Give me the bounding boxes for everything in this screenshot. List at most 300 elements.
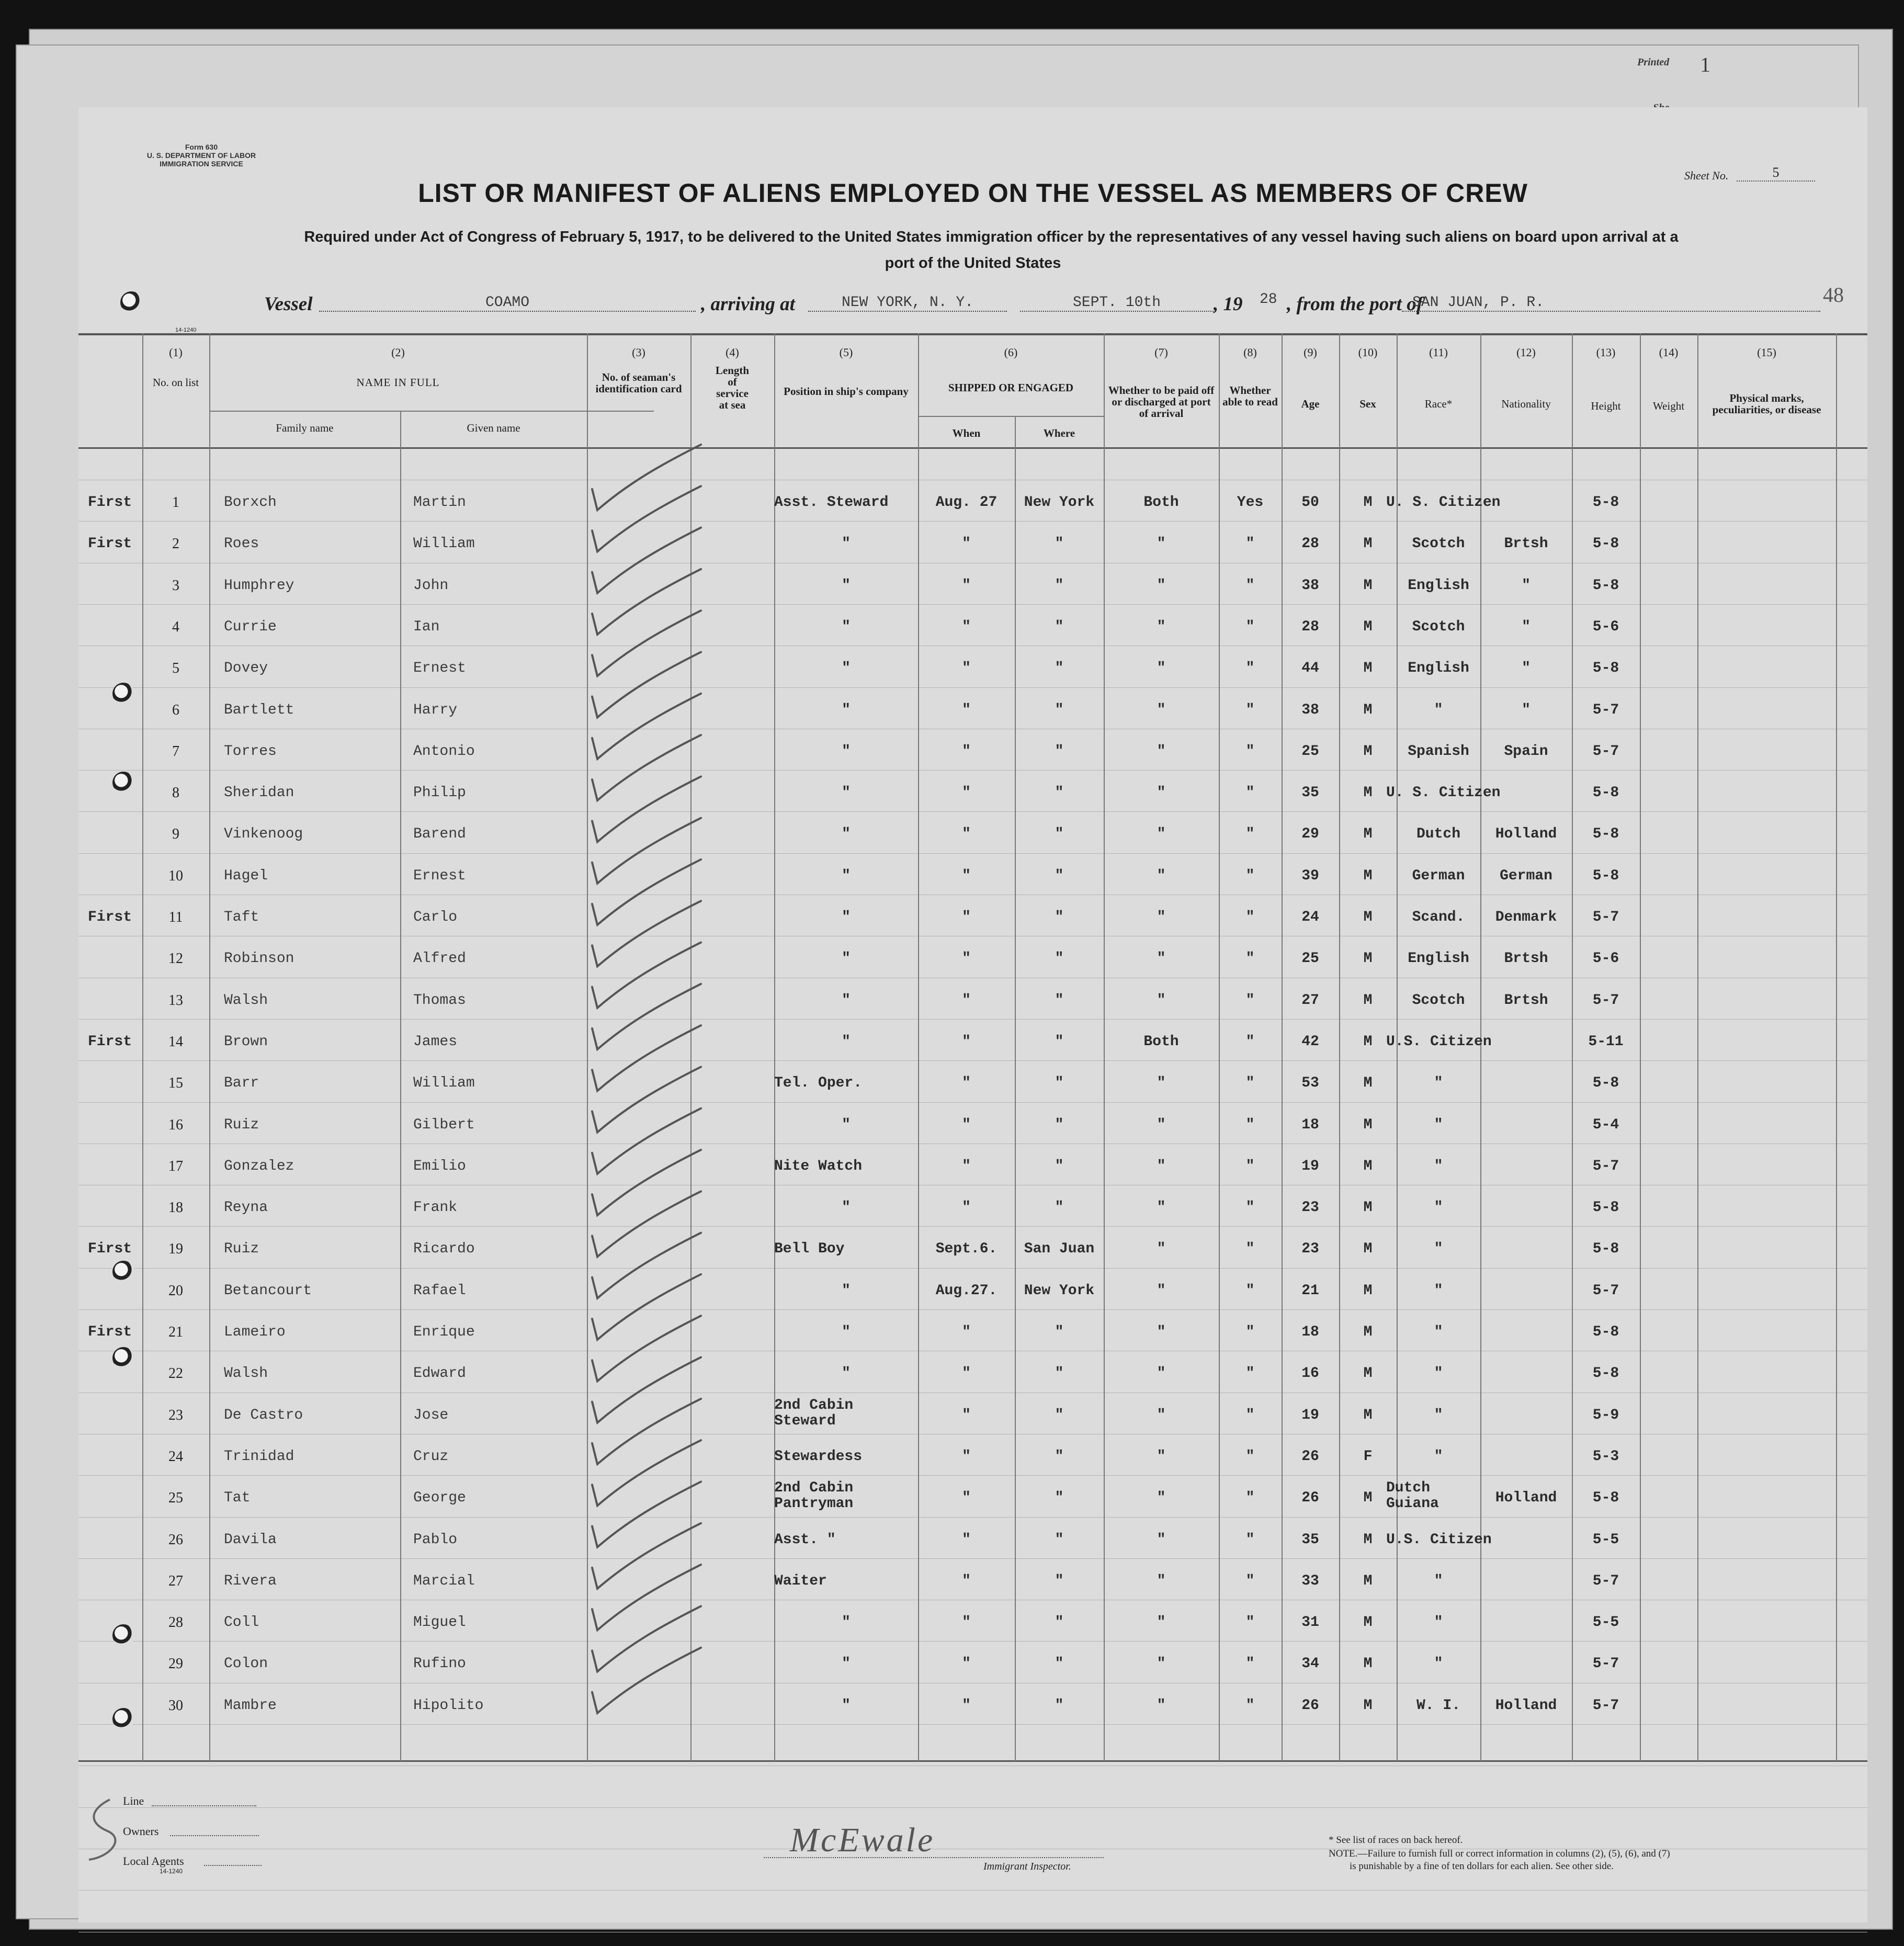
cell-no: 13 [168, 992, 183, 1009]
cell-family: Taft [224, 909, 259, 925]
col11-header: Race* [1424, 398, 1453, 410]
cell-given: Alfred [413, 951, 466, 967]
cell-when: " [962, 1075, 971, 1092]
document-subtitle-2: port of the United States [885, 255, 1061, 271]
cell-given: Rufino [413, 1656, 466, 1672]
cell-race: English [1408, 577, 1469, 594]
cell-paid: " [1157, 1614, 1166, 1631]
agents-field[interactable] [204, 1865, 262, 1866]
check-mark [592, 445, 701, 510]
cell-no: 25 [168, 1490, 183, 1507]
printed-label: Printed [1637, 56, 1670, 68]
cell-sex: M [1363, 867, 1373, 884]
cell-read: " [1245, 1614, 1255, 1631]
cell-height: 5-6 [1592, 951, 1619, 967]
cell-paid: " [1157, 1075, 1166, 1092]
cell-sex: M [1363, 1572, 1373, 1589]
inspector-signature: McEwale [790, 1821, 935, 1859]
cell-family: Borxch [224, 494, 277, 511]
cell-sex: M [1363, 660, 1373, 677]
cell-age: 18 [1301, 1116, 1319, 1133]
cell-nationality: Brtsh [1504, 536, 1548, 552]
line-field[interactable] [152, 1805, 256, 1806]
col12-number: (12) [1516, 346, 1536, 359]
arriving-label: , arriving at [701, 293, 795, 315]
cell-age: 24 [1301, 909, 1319, 925]
cell-when: " [962, 1324, 971, 1340]
cell-paid: " [1157, 536, 1166, 552]
check-mark [592, 1482, 701, 1547]
cell-paid: " [1157, 992, 1166, 1009]
cell-age: 23 [1301, 1241, 1319, 1258]
cell-given: Edward [413, 1365, 466, 1382]
cell-nationality: " [1522, 577, 1531, 594]
stamp-number: 48 [1823, 283, 1844, 307]
cell-when: " [962, 1490, 971, 1507]
table-row [78, 1560, 1867, 1602]
col13-number: (13) [1596, 346, 1616, 359]
cell-sex: M [1363, 826, 1373, 843]
cell-when: " [962, 867, 971, 884]
header-bottom-rule [78, 447, 1867, 449]
cell-position: " [842, 1324, 851, 1340]
cell-family: Davila [224, 1531, 277, 1548]
cell-when: " [962, 1614, 971, 1631]
cell-where: " [1055, 826, 1064, 843]
cell-where: " [1055, 1656, 1064, 1672]
cell-age: 50 [1301, 494, 1319, 511]
cell-paid: Both [1143, 1033, 1179, 1050]
cell-given: Pablo [413, 1531, 458, 1548]
cell-given: Barend [413, 826, 466, 843]
table-row [78, 1104, 1867, 1146]
col15-number: (15) [1757, 346, 1776, 359]
cell-nationality: Holland [1495, 1490, 1557, 1507]
cell-where: " [1055, 1365, 1064, 1382]
cell-nationality: Spain [1504, 743, 1548, 760]
cell-age: 28 [1301, 618, 1319, 635]
cell-nationality: " [1522, 618, 1531, 635]
cell-family: Walsh [224, 1365, 268, 1382]
table-row [78, 980, 1867, 1021]
cell-position: " [842, 660, 851, 677]
cell-when: " [962, 1200, 971, 1216]
cell-family: De Castro [224, 1407, 303, 1423]
cell-given: Enrique [413, 1324, 475, 1340]
cell-read: " [1245, 909, 1255, 925]
cell-position: " [842, 785, 851, 801]
cell-no: 6 [172, 702, 179, 718]
cell-paid: " [1157, 1365, 1166, 1382]
cell-height: 5-8 [1592, 867, 1619, 884]
cell-age: 26 [1301, 1448, 1319, 1465]
cell-read: " [1245, 1490, 1255, 1507]
cell-paid: " [1157, 577, 1166, 594]
cell-nationality: German [1500, 867, 1552, 884]
cell-where: " [1055, 1572, 1064, 1589]
cell-nationality: " [1522, 660, 1531, 677]
cell-race: Dutch [1416, 826, 1460, 843]
cell-no: 29 [168, 1656, 183, 1672]
cell-when: Aug. 27 [935, 494, 998, 511]
cell-paid: " [1157, 1490, 1166, 1507]
cell-age: 21 [1301, 1282, 1319, 1299]
arrival-date: SEPT. 10th [1020, 295, 1214, 312]
cell-age: 38 [1301, 577, 1319, 594]
cell-family: Rivera [224, 1572, 277, 1589]
cell-paid: " [1157, 826, 1166, 843]
cell-family: Walsh [224, 992, 268, 1009]
check-mark [592, 610, 701, 676]
cell-given: George [413, 1490, 466, 1507]
cell-when: " [962, 1572, 971, 1589]
col5-number: (5) [839, 346, 853, 359]
cell-height: 5-8 [1592, 494, 1619, 511]
owners-label: Owners [123, 1825, 159, 1838]
cell-paid: " [1157, 743, 1166, 760]
cell-age: 18 [1301, 1324, 1319, 1340]
cell-race: " [1434, 1200, 1443, 1216]
check-mark [592, 1316, 701, 1381]
cell-read: " [1245, 618, 1255, 635]
cell-height: 5-8 [1592, 536, 1619, 552]
cell-no: 15 [168, 1075, 183, 1092]
cell-position: " [842, 1282, 851, 1299]
cell-read: " [1245, 992, 1255, 1009]
cell-no: 16 [168, 1116, 183, 1133]
table-row [78, 1602, 1867, 1643]
cell-age: 25 [1301, 743, 1319, 760]
cell-paid: " [1157, 785, 1166, 801]
checkmark-strokes [581, 400, 853, 1771]
cell-age: 33 [1301, 1572, 1319, 1589]
cell-margin: First [87, 494, 132, 511]
col2-family-header: Family name [276, 422, 334, 434]
cell-position: " [842, 536, 851, 552]
cell-position: " [842, 992, 851, 1009]
check-mark [592, 1648, 701, 1713]
check-mark [592, 1025, 701, 1091]
col5-header: Position in ship's company [784, 385, 909, 398]
cell-given: Martin [413, 494, 466, 511]
col6-number: (6) [1004, 346, 1018, 359]
col9-number: (9) [1304, 346, 1317, 359]
from-port: SAN JUAN, P. R. [1402, 295, 1820, 312]
cell-age: 26 [1301, 1490, 1319, 1507]
table-row [78, 1519, 1867, 1560]
cell-when: " [962, 992, 971, 1009]
punch-hole [112, 1347, 134, 1369]
cell-where: " [1055, 1448, 1064, 1465]
cell-when: " [962, 1656, 971, 1672]
cell-height: 5-7 [1592, 702, 1619, 718]
cell-when: " [962, 1033, 971, 1050]
service-name: IMMIGRATION SERVICE [160, 160, 243, 168]
cell-sex: M [1363, 702, 1373, 718]
cell-race: " [1434, 1282, 1443, 1299]
cell-paid: " [1157, 1697, 1166, 1714]
cell-family: Torres [224, 743, 277, 760]
cell-sex: M [1363, 577, 1373, 594]
cell-sex: M [1363, 743, 1373, 760]
cell-family: Currie [224, 618, 277, 635]
table-row [78, 1062, 1867, 1104]
check-mark [592, 569, 701, 635]
cell-sex: M [1363, 494, 1373, 511]
cell-read: " [1245, 1531, 1255, 1548]
year-suffix: 28 [1260, 291, 1277, 308]
year-prefix: , 19 [1214, 293, 1243, 315]
cell-age: 39 [1301, 867, 1319, 884]
cell-read: " [1245, 1407, 1255, 1423]
cell-when: " [962, 577, 971, 594]
cell-family: Tat [224, 1490, 251, 1507]
cell-race: Dutch Guiana [1386, 1480, 1439, 1512]
col6-when-header: When [952, 427, 981, 439]
cell-margin: First [87, 1241, 132, 1258]
cell-where: New York [1024, 494, 1095, 511]
cell-read: " [1245, 1241, 1255, 1258]
note-failure: NOTE.—Failure to furnish full or correct information in columns (2), (5), (6), and (7) [1329, 1848, 1670, 1859]
agents-code: 14-1240 [160, 1868, 183, 1875]
table-row [78, 689, 1867, 731]
table-row [78, 938, 1867, 979]
col9-header: Age [1301, 398, 1320, 410]
cell-where: " [1055, 660, 1064, 677]
cell-height: 5-9 [1592, 1407, 1619, 1423]
cell-given: Ian [413, 618, 440, 635]
cell-where: " [1055, 577, 1064, 594]
cell-height: 5-7 [1592, 1572, 1619, 1589]
vessel-name: COAMO [319, 295, 696, 312]
cell-no: 12 [168, 951, 183, 967]
owners-field[interactable] [170, 1835, 259, 1836]
check-mark [592, 1108, 701, 1174]
sheet-value: 5 [1737, 165, 1815, 182]
punch-hole [112, 683, 134, 705]
cell-when: " [962, 618, 971, 635]
cell-race: Scotch [1412, 992, 1465, 1009]
cell-read: " [1245, 1365, 1255, 1382]
cell-race: German [1412, 867, 1465, 884]
cell-height: 5-7 [1592, 1282, 1619, 1299]
cell-race: English [1408, 660, 1469, 677]
cell-read: " [1245, 785, 1255, 801]
table-row [78, 772, 1867, 813]
check-mark [592, 486, 701, 551]
col1-number: (1) [169, 346, 183, 359]
shipped-subheader-rule [918, 416, 1104, 417]
cell-family: Vinkenoog [224, 826, 303, 843]
cell-read: " [1245, 867, 1255, 884]
cell-position: Asst. Steward [774, 494, 889, 511]
cell-no: 18 [168, 1200, 183, 1216]
cell-paid: " [1157, 1200, 1166, 1216]
punch-hole [120, 291, 142, 313]
cell-family: Barr [224, 1075, 259, 1092]
cell-no: 17 [168, 1158, 183, 1174]
cell-when: " [962, 660, 971, 677]
cell-given: Miguel [413, 1614, 466, 1631]
cell-race: U. S. Citizen [1386, 494, 1501, 511]
cell-where: " [1055, 1116, 1064, 1133]
cell-height: 5-8 [1592, 1365, 1619, 1382]
cell-when: Aug.27. [935, 1282, 998, 1299]
form-block [123, 143, 280, 168]
cell-given: James [413, 1033, 458, 1050]
cell-age: 23 [1301, 1200, 1319, 1216]
cell-family: Lameiro [224, 1324, 286, 1340]
table-row [78, 1021, 1867, 1062]
cell-nationality: Holland [1495, 826, 1557, 843]
cell-position: Nite Watch [774, 1158, 863, 1174]
col14-number: (14) [1659, 346, 1679, 359]
cell-given: Ernest [413, 660, 466, 677]
manifest-page [78, 107, 1867, 1922]
cell-sex: M [1363, 536, 1373, 552]
table-row [78, 1353, 1867, 1394]
cell-height: 5-7 [1592, 1158, 1619, 1174]
cell-margin: First [87, 1324, 132, 1340]
cell-where: San Juan [1024, 1241, 1095, 1258]
cell-sex: F [1363, 1448, 1373, 1465]
col13-header: Height [1591, 400, 1621, 412]
cell-given: William [413, 536, 475, 552]
cell-paid: " [1157, 867, 1166, 884]
cell-age: 38 [1301, 702, 1319, 718]
inspector-label: Immigrant Inspector. [983, 1861, 1071, 1872]
cell-no: 8 [172, 785, 179, 801]
cell-sex: M [1363, 1614, 1373, 1631]
cell-race: " [1434, 1572, 1443, 1589]
col14-header: Weight [1652, 400, 1685, 412]
cell-sex: M [1363, 1697, 1373, 1714]
col10-number: (10) [1358, 346, 1378, 359]
cell-read: " [1245, 702, 1255, 718]
cell-read: " [1245, 536, 1255, 552]
cell-when: " [962, 826, 971, 843]
cell-sex: M [1363, 909, 1373, 925]
cell-when: " [962, 1448, 971, 1465]
ruled-line [78, 1890, 1867, 1891]
table-row [78, 855, 1867, 897]
cell-when: " [962, 909, 971, 925]
inspector-line [764, 1857, 1104, 1858]
cell-height: 5-8 [1592, 1075, 1619, 1092]
cell-sex: M [1363, 951, 1373, 967]
cell-read: Yes [1237, 494, 1264, 511]
check-mark [592, 1150, 701, 1215]
cell-family: Hagel [224, 867, 268, 884]
cell-where: " [1055, 536, 1064, 552]
cell-height: 5-7 [1592, 1656, 1619, 1672]
cell-family: Roes [224, 536, 259, 552]
cell-no: 5 [172, 660, 179, 677]
cell-age: 29 [1301, 826, 1319, 843]
check-mark [592, 1606, 701, 1671]
cell-where: New York [1024, 1282, 1095, 1299]
note-fine: is punishable by a fine of ten dollars for each alien. See other side. [1350, 1861, 1614, 1872]
cell-no: 4 [172, 618, 179, 635]
cell-when: " [962, 1531, 971, 1548]
cell-race: English [1408, 951, 1469, 967]
table-row [78, 648, 1867, 689]
cell-height: 5-8 [1592, 1490, 1619, 1507]
table-row [78, 606, 1867, 648]
cell-no: 26 [168, 1531, 183, 1548]
cell-no: 10 [168, 867, 183, 884]
cell-position: " [842, 618, 851, 635]
form-number: Form 630 [185, 143, 218, 151]
cell-height: 5-5 [1592, 1614, 1619, 1631]
arriving-port: NEW YORK, N. Y. [808, 295, 1007, 312]
cell-read: " [1245, 1697, 1255, 1714]
check-mark [592, 859, 701, 925]
cell-position: " [842, 1116, 851, 1133]
table-row [78, 1311, 1867, 1353]
cell-read: " [1245, 577, 1255, 594]
cell-age: 19 [1301, 1158, 1319, 1174]
document-subtitle-1: Required under Act of Congress of February 5, 1917, to be delivered to the United States immigration officer by the representatives of any vessel having such aliens on board upon arrival at a [304, 229, 1679, 245]
cell-given: Harry [413, 702, 458, 718]
cell-when: " [962, 743, 971, 760]
table-row [78, 897, 1867, 938]
cell-position: " [842, 1614, 851, 1631]
cell-read: " [1245, 1033, 1255, 1050]
cell-no: 20 [168, 1282, 183, 1299]
cell-sex: M [1363, 1407, 1373, 1423]
cell-margin: First [87, 909, 132, 925]
cell-family: Gonzalez [224, 1158, 294, 1174]
cell-no: 7 [172, 743, 179, 760]
cell-family: Bartlett [224, 702, 294, 718]
check-mark [592, 1067, 701, 1133]
cell-read: " [1245, 743, 1255, 760]
vessel-label: Vessel [264, 293, 313, 315]
check-mark [592, 528, 701, 593]
cell-paid: " [1157, 1531, 1166, 1548]
sheet-label: Sheet No. [1684, 169, 1729, 182]
cell-sex: M [1363, 1282, 1373, 1299]
cell-height: 5-8 [1592, 1324, 1619, 1340]
cell-read: " [1245, 660, 1255, 677]
cell-given: John [413, 577, 449, 594]
cell-paid: " [1157, 951, 1166, 967]
table-row [78, 1643, 1867, 1684]
from-label: , from the port of [1287, 293, 1423, 315]
table-row [78, 1228, 1867, 1270]
cell-given: Carlo [413, 909, 458, 925]
cell-position: Stewardess [774, 1448, 863, 1465]
cell-position: " [842, 867, 851, 884]
cell-given: Ricardo [413, 1241, 475, 1258]
cell-height: 5-7 [1592, 1697, 1619, 1714]
cell-read: " [1245, 1158, 1255, 1174]
cell-height: 5-5 [1592, 1531, 1619, 1548]
cell-age: 53 [1301, 1075, 1319, 1092]
cell-family: Mambre [224, 1697, 277, 1714]
document-title: LIST OR MANIFEST OF ALIENS EMPLOYED ON THE VESSEL AS MEMBERS OF CREW [418, 178, 1528, 208]
cell-race: " [1434, 1448, 1443, 1465]
cell-position: Asst. " [774, 1531, 836, 1548]
cell-height: 5-6 [1592, 618, 1619, 635]
cell-sex: M [1363, 1075, 1373, 1092]
cell-age: 19 [1301, 1407, 1319, 1423]
cell-where: " [1055, 867, 1064, 884]
cell-position: " [842, 909, 851, 925]
cell-age: 25 [1301, 951, 1319, 967]
cell-age: 28 [1301, 536, 1319, 552]
